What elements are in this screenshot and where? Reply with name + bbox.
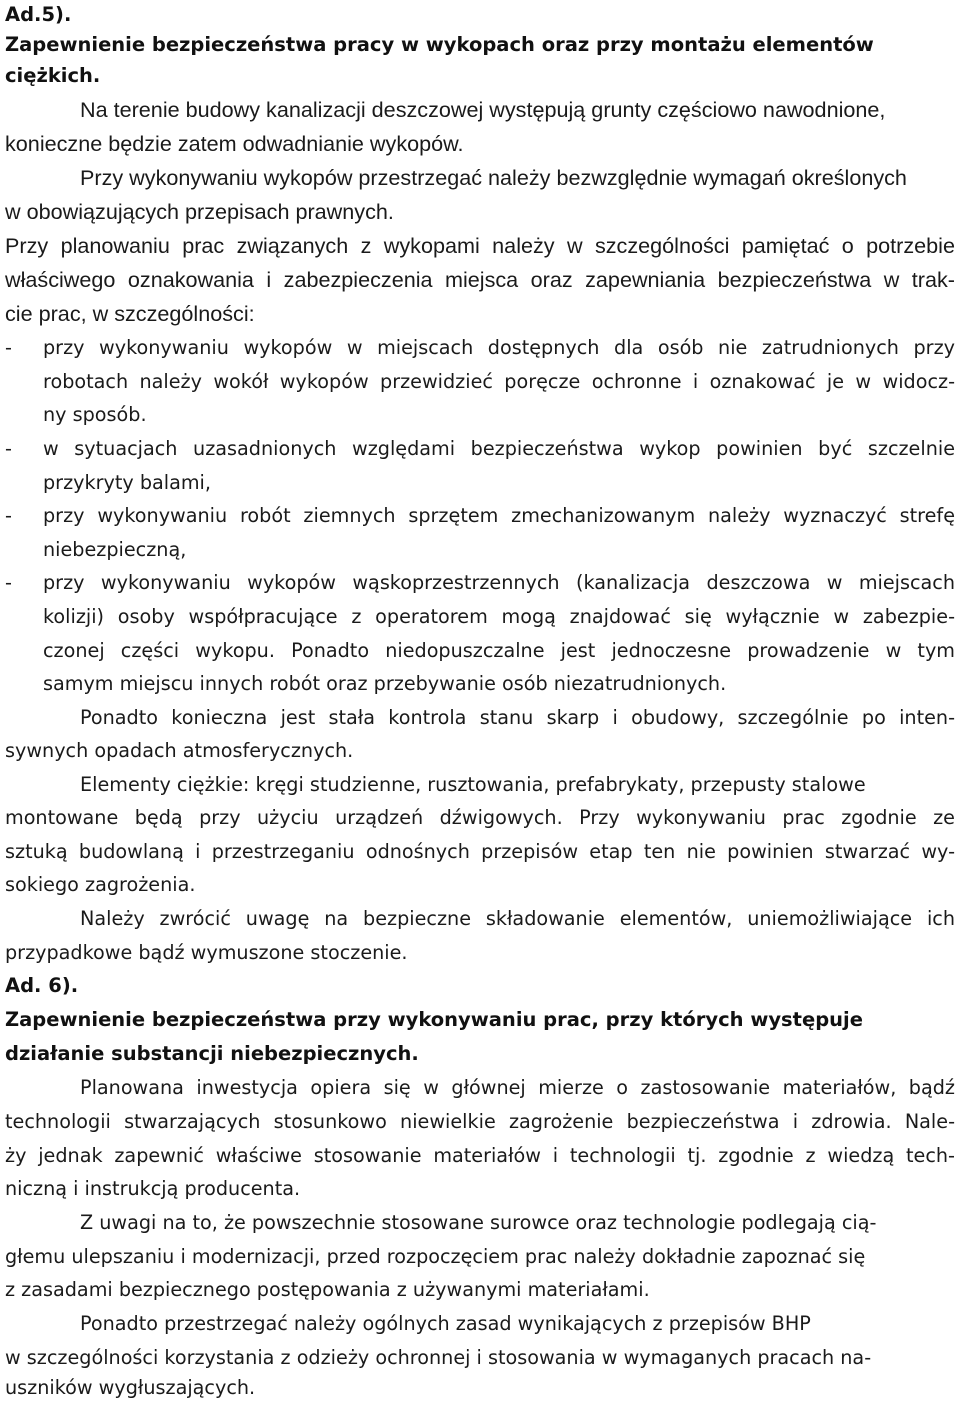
section-6-number: Ad. 6). — [5, 974, 79, 997]
paragraph-line: niczną i instrukcją producenta. — [5, 1177, 301, 1200]
paragraph-line: sokiego zagrożenia. — [5, 873, 196, 896]
list-item-line: ny sposób. — [43, 403, 147, 426]
paragraph-line: z zasadami bezpiecznego postępowania z używanymi materiałami. — [5, 1278, 650, 1301]
section-6-title-line-1: Zapewnienie bezpieczeństwa przy wykonywaniu prac, przy których występuje — [5, 1008, 863, 1031]
paragraph-line: ży jednak zapewnić właściwe stosowanie materiałów i technologii tj. zgodnie z wiedzą tech- — [5, 1144, 955, 1167]
paragraph-line: Należy zwrócić uwagę na bezpieczne składowanie elementów, uniemożliwiające ich — [80, 907, 955, 930]
list-item-dash: - — [5, 336, 12, 359]
list-item-line: przykryty balami, — [43, 471, 211, 494]
paragraph-line: uszników wygłuszających. — [5, 1376, 256, 1399]
paragraph-line: Na terenie budowy kanalizacji deszczowej występują grunty częściowo nawodnione, — [80, 97, 886, 122]
list-item-line: czonej części wykopu. Ponadto niedopuszczalne jest jednoczesne prowadzenie w tym — [43, 639, 955, 662]
paragraph-line: Z uwagi na to, że powszechnie stosowane surowce oraz technologie podlegają cią- — [80, 1211, 877, 1234]
list-item-dash: - — [5, 437, 12, 460]
paragraph-line: właściwego oznakowania i zabezpieczenia miejsca oraz zapewniania bezpieczeństwa w trak- — [5, 267, 955, 292]
paragraph-line: Planowana inwestycja opiera się w głównej mierze o zastosowanie materiałów, bądź — [80, 1076, 955, 1099]
list-item-line: przy wykonywaniu robót ziemnych sprzętem zmechanizowanym należy wyznaczyć strefę — [43, 504, 955, 527]
section-5-title-line-2: ciężkich. — [5, 64, 101, 87]
list-item-line: samym miejscu innych robót oraz przebywanie osób niezatrudnionych. — [43, 672, 727, 695]
paragraph-line: sywnych opadach atmosferycznych. — [5, 739, 354, 762]
paragraph-line: montowane będą przy użyciu urządzeń dźwigowych. Przy wykonywaniu prac zgodnie ze — [5, 806, 955, 829]
paragraph-line: cie prac, w szczególności: — [5, 301, 255, 326]
list-item-line: w sytuacjach uzasadnionych względami bezpieczeństwa wykop powinien być szczelnie — [43, 437, 955, 460]
paragraph-line: Przy wykonywaniu wykopów przestrzegać należy bezwzględnie wymagań określonych — [80, 165, 907, 190]
paragraph-line: głemu ulepszaniu i modernizacji, przed rozpoczęciem prac należy dokładnie zapoznać się — [5, 1245, 866, 1268]
list-item-line: przy wykonywaniu wykopów wąskoprzestrzennych (kanalizacja deszczowa w miejscach — [43, 571, 955, 594]
list-item-dash: - — [5, 571, 12, 594]
paragraph-line: technologii stwarzających stosunkowo niewielkie zagrożenie bezpieczeństwa i zdrowia. Nale- — [5, 1110, 955, 1133]
list-item-dash: - — [5, 504, 12, 527]
paragraph-line: Elementy ciężkie: kręgi studzienne, rusztowania, prefabrykaty, przepusty stalowe — [80, 773, 866, 796]
paragraph-line: w szczególności korzystania z odzieży ochronnej i stosowania w wymaganych pracach na- — [5, 1346, 872, 1369]
list-item-line: kolizji) osoby współpracujące z operatorem mogą znajdować się wyłącznie w zabezpie- — [43, 605, 955, 628]
list-item-line: przy wykonywaniu wykopów w miejscach dostępnych dla osób nie zatrudnionych przy — [43, 336, 955, 359]
paragraph-line: przypadkowe bądź wymuszone stoczenie. — [5, 941, 408, 964]
paragraph-line: konieczne będzie zatem odwadnianie wykopów. — [5, 131, 464, 156]
paragraph-line: Przy planowaniu prac związanych z wykopami należy w szczególności pamiętać o potrzebie — [5, 233, 955, 258]
paragraph-line: Ponadto przestrzegać należy ogólnych zasad wynikających z przepisów BHP — [80, 1312, 811, 1335]
paragraph-line: sztuką budowlaną i przestrzeganiu odnośnych przepisów etap ten nie powinien stwarzać wy- — [5, 840, 955, 863]
section-5-title-line-1: Zapewnienie bezpieczeństwa pracy w wykopach oraz przy montażu elementów — [5, 33, 874, 56]
list-item-line: niebezpieczną, — [43, 538, 187, 561]
paragraph-line: w obowiązujących przepisach prawnych. — [5, 199, 394, 224]
list-item-line: robotach należy wokół wykopów przewidzieć poręcze ochronne i oznakować je w widocz- — [43, 370, 955, 393]
paragraph-line: Ponadto konieczna jest stała kontrola stanu skarp i obudowy, szczególnie po inten- — [80, 706, 955, 729]
section-6-title-line-2: działanie substancji niebezpiecznych. — [5, 1042, 419, 1065]
section-5-number: Ad.5). — [5, 3, 72, 26]
